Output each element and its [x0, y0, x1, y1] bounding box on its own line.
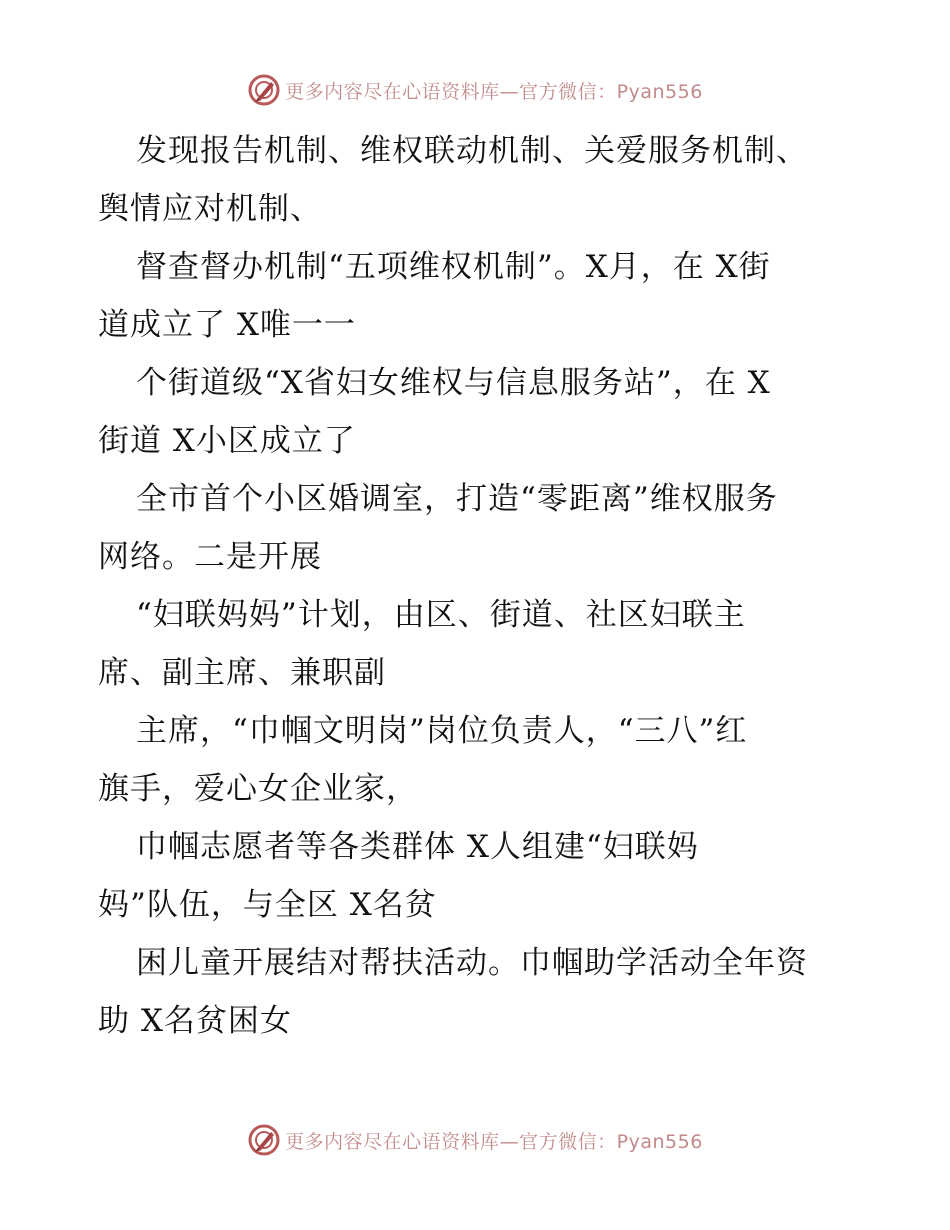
text-line: 舆情应对机制、 [98, 191, 322, 227]
watermark-text: 更多内容尽在心语资料库—官方微信：Pyan556 [285, 80, 703, 103]
watermark-text: 更多内容尽在心语资料库—官方微信：Pyan556 [285, 1130, 703, 1153]
header-watermark [0, 70, 950, 110]
text-line: 网络。二是开展 [98, 539, 322, 575]
text-line: 旗手，爱心女企业家， [98, 771, 418, 807]
text-line: 巾帼志愿者等各类群体 X人组建“妇联妈 [136, 829, 699, 865]
text-line: “妇联妈妈”计划，由区、街道、社区妇联主 [136, 597, 746, 633]
text-line: 妈”队伍，与全区 X名贫 [98, 887, 437, 923]
text-line: 全市首个小区婚调室，打造“零距离”维权服务 [136, 481, 778, 517]
text-line: 街道 X小区成立了 [98, 423, 356, 459]
text-line: 督查督办机制“五项维权机制”。X月，在 X街 [136, 249, 771, 285]
text-line: 主席，“巾帼文明岗”岗位负责人，“三八”红 [136, 713, 748, 749]
footer-watermark [0, 1120, 950, 1160]
text-line: 发现报告机制、维权联动机制、关爱服务机制、 [136, 133, 808, 169]
text-line: 助 X名贫困女 [98, 1003, 292, 1039]
pen-logo-icon [247, 1123, 281, 1157]
text-line: 席、副主席、兼职副 [98, 655, 386, 691]
document-body [98, 122, 868, 1050]
text-line: 个街道级“X省妇女维权与信息服务站”，在 X [136, 365, 771, 401]
text-line: 道成立了 X唯一一 [98, 307, 356, 343]
pen-logo-icon [247, 73, 281, 107]
text-line: 困儿童开展结对帮扶活动。巾帼助学活动全年资 [136, 945, 808, 981]
